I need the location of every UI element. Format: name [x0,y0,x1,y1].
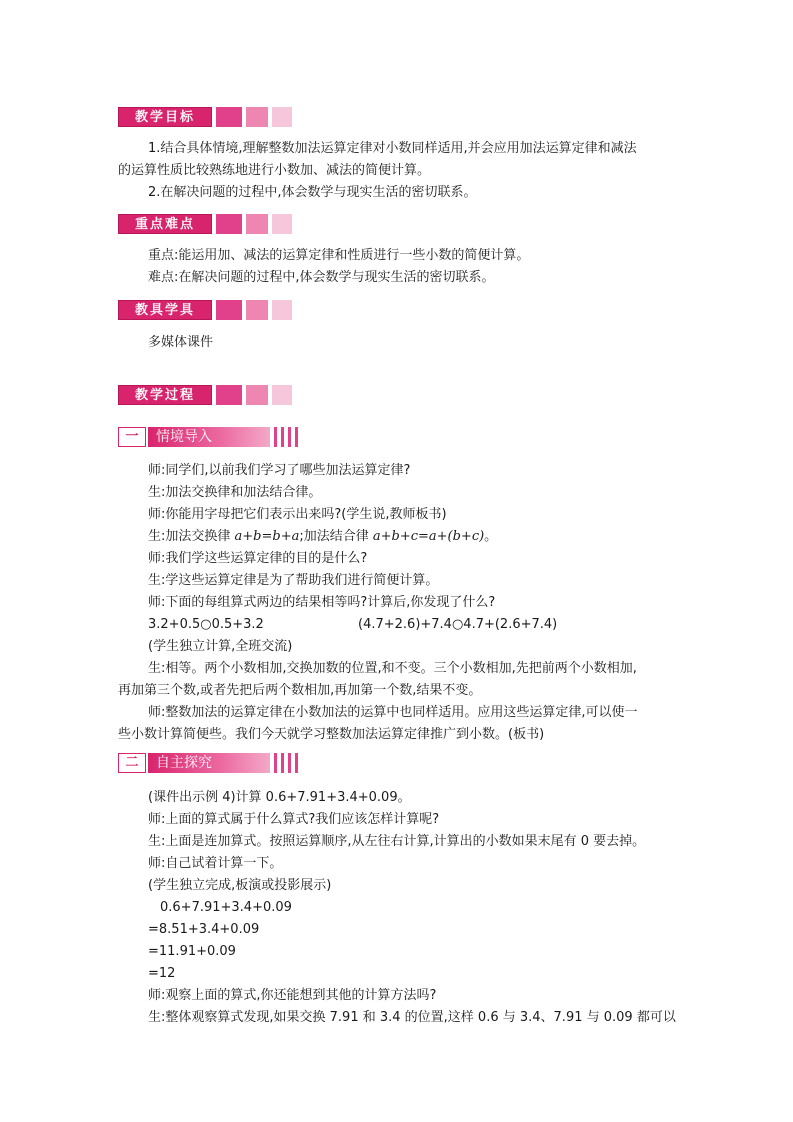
step-title: 情境导入 [148,427,270,447]
section-label: 重点难点 [118,214,212,234]
section-label: 教学目标 [118,107,212,127]
decor-stripes [270,753,302,773]
section-label: 教学过程 [118,385,212,405]
goal-line: 1.结合具体情境,理解整数加法运算定律对小数同样适用,并会应用加法运算定律和减法 [148,141,637,156]
dialog-line: 再加第三个数,或者先把后两个数相加,再加第一个数,结果不变。 [118,683,482,698]
decor-square [216,214,242,234]
dialog-line [148,528,497,546]
dialog-line: 师:你能用字母把它们表示出来吗?(学生说,教师板书) [148,507,447,522]
dialog-line: 生:相等。两个小数相加,交换加数的位置,和不变。三个小数相加,先把前两个小数相加, [148,661,637,676]
dialog-line: 师:同学们,以前我们学习了哪些加法运算定律? [148,463,411,478]
decor-square [246,385,268,405]
section-header-tools [118,299,292,321]
equation-left: 3.2+0.5○0.5+3.2 [148,617,264,632]
step-title: 自主探究 [148,753,270,773]
formula-commutative: a+b=b+a [234,529,300,544]
equation-right: (4.7+2.6)+7.4○4.7+(2.6+7.4) [358,617,558,632]
decor-square [272,385,292,405]
calc-step: =11.91+0.09 [148,944,236,959]
dialog-line: 生:加法交换律和加法结合律。 [148,485,322,500]
decor-square [246,214,268,234]
decor-square [246,107,268,127]
calc-step: 0.6+7.91+3.4+0.09 [160,900,292,915]
decor-square [216,385,242,405]
decor-square [246,300,268,320]
dialog-line: (学生独立完成,板演或投影展示) [148,878,332,893]
step-number: 一 [118,427,146,447]
section-header-process [118,384,292,406]
dialog-line: 生:学这些运算定律是为了帮助我们进行简便计算。 [148,573,439,588]
section-label: 教具学具 [118,300,212,320]
dialog-line: (课件出示例 4)计算 0.6+7.91+3.4+0.09。 [148,790,411,805]
dialog-line: 生:上面是连加算式。按照运算顺序,从左往右计算,计算出的小数如果末尾有 0 要去掉。 [148,834,646,849]
text-run: ;加法结合律 [299,529,373,544]
dialog-line: 生:整体观察算式发现,如果交换 7.91 和 3.4 的位置,这样 0.6 与 3.4、7.91 与 0.09 都可以 [148,1010,676,1025]
decor-square [216,107,242,127]
keypoint-line: 难点:在解决问题的过程中,体会数学与现实生活的密切联系。 [148,270,495,285]
step-number: 二 [118,753,146,773]
goal-line: 的运算性质比较熟练地进行小数加、减法的简便计算。 [118,163,431,178]
section-header-keypoints [118,213,292,235]
dialog-line: 师:我们学这些运算定律的目的是什么? [148,551,368,566]
decor-square [216,300,242,320]
calc-step: =8.51+3.4+0.09 [148,922,260,937]
formula-associative: a+b+c=a+(b+c) [372,529,485,544]
goal-line: 2.在解决问题的过程中,体会数学与现实生活的密切联系。 [148,185,477,200]
step-header-intro [118,427,302,447]
tools-line: 多媒体课件 [148,335,214,350]
dialog-line: 师:自己试着计算一下。 [148,856,283,871]
decor-square [272,300,292,320]
dialog-line: 些小数计算简便些。我们今天就学习整数加法运算定律推广到小数。(板书) [118,727,545,742]
step-header-explore [118,753,302,773]
section-header-goals [118,106,292,128]
dialog-line: 师:观察上面的算式,你还能想到其他的计算方法吗? [148,988,437,1003]
dialog-line: 师:上面的算式属于什么算式?我们应该怎样计算呢? [148,812,440,827]
decor-square [272,107,292,127]
dialog-line: 师:下面的每组算式两边的结果相等吗?计算后,你发现了什么? [148,595,496,610]
dialog-line: (学生独立计算,全班交流) [148,639,293,654]
decor-square [272,214,292,234]
decor-stripes [270,427,302,447]
text-run: 生:加法交换律 [148,529,235,544]
keypoint-line: 重点:能运用加、减法的运算定律和性质进行一些小数的简便计算。 [148,248,530,263]
dialog-line: 师:整数加法的运算定律在小数加法的运算中也同样适用。应用这些运算定律,可以使一 [148,705,638,720]
calc-step: =12 [148,966,176,981]
text-run: 。 [484,529,498,544]
